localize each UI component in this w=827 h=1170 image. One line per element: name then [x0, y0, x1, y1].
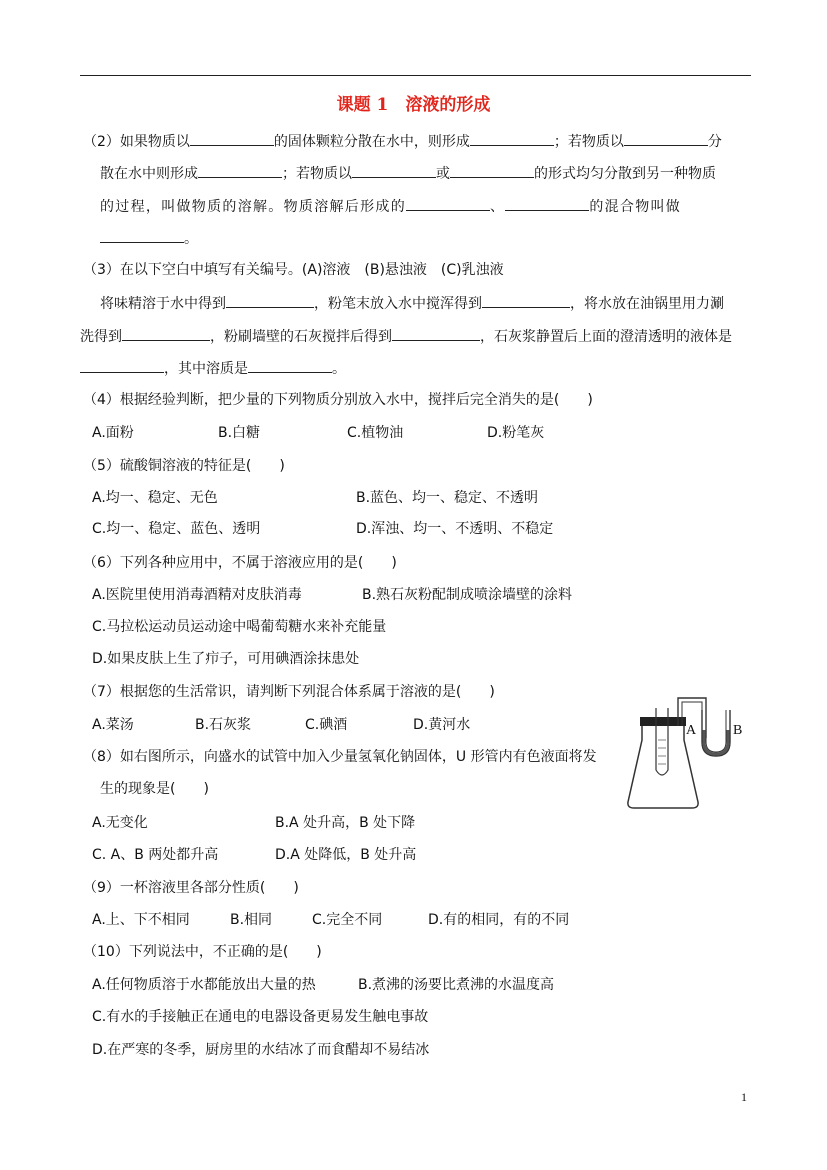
q7-option-b[interactable]: B.石灰浆	[195, 717, 252, 733]
q5-option-c[interactable]: C.均一、稳定、蓝色、透明	[92, 521, 261, 537]
q9-option-a[interactable]: A.上、下不相同	[92, 912, 190, 928]
q4-option-a[interactable]: A.面粉	[92, 425, 134, 441]
q8-option-d[interactable]: D.A 处降低，B 处升高	[275, 847, 417, 863]
q6-stem: （6）下列各种应用中，不属于溶液应用的是( )	[83, 555, 397, 571]
q6-option-b[interactable]: B.熟石灰粉配制成喷涂墙壁的涂料	[362, 587, 573, 603]
colored-liquid	[704, 730, 728, 754]
q9-option-d[interactable]: D.有的相同，有的不同	[428, 912, 570, 928]
q9-stem: （9）一杯溶液里各部分性质( )	[83, 880, 299, 896]
q7-option-a[interactable]: A.菜汤	[92, 717, 134, 733]
q2-blank-9[interactable]	[100, 227, 184, 243]
q2-line-3: 的过程，叫做物质的溶解。物质溶解后形成的 、 的混合物叫做	[100, 195, 681, 217]
label-a: A	[686, 723, 697, 738]
q10-option-a[interactable]: A.任何物质溶于水都能放出大量的热	[92, 977, 316, 993]
q6-option-d[interactable]: D.如果皮肤上生了疖子，可用碘酒涂抹患处	[92, 651, 360, 667]
q2-blank-8[interactable]	[505, 195, 589, 211]
q4-option-b[interactable]: B.白糖	[218, 425, 261, 441]
label-b: B	[733, 723, 743, 738]
q3-blank-3[interactable]	[122, 325, 210, 341]
q2-blank-2[interactable]	[470, 130, 554, 146]
q8-option-a[interactable]: A.无变化	[92, 815, 148, 831]
page-title: 课题 1 溶液的形成	[336, 95, 491, 115]
q10-stem: （10）下列说法中，不正确的是( )	[83, 944, 322, 960]
q4-option-d[interactable]: D.粉笔灰	[487, 425, 545, 441]
q5-option-b[interactable]: B.蓝色、均一、稳定、不透明	[356, 490, 539, 506]
q10-option-c[interactable]: C.有水的手接触正在通电的电器设备更易发生触电事故	[92, 1009, 429, 1025]
page-number: 1	[741, 1090, 747, 1104]
q2-blank-7[interactable]	[406, 195, 490, 211]
q2-blank-4[interactable]	[198, 162, 282, 178]
q3-line-2: 洗得到 ，粉刷墙壁的石灰搅拌后得到 ，石灰浆静置后上面的澄清透明的液体是	[80, 325, 732, 347]
q8-stem-line-2: 生的现象是( )	[100, 781, 209, 797]
q8-option-b[interactable]: B.A 处升高，B 处下降	[275, 815, 416, 831]
q8-stem-line-1: （8）如右图所示，向盛水的试管中加入少量氢氧化钠固体，U 形管内有色液面将发	[83, 749, 597, 765]
q6-option-c[interactable]: C.马拉松运动员运动途中喝葡萄糖水来补充能量	[92, 619, 387, 635]
q5-option-a[interactable]: A.均一、稳定、无色	[92, 490, 218, 506]
q3-blank-2[interactable]	[482, 292, 570, 308]
q10-option-b[interactable]: B.煮沸的汤要比煮沸的水温度高	[358, 977, 555, 993]
q4-option-c[interactable]: C.植物油	[347, 425, 404, 441]
q7-option-d[interactable]: D.黄河水	[413, 717, 471, 733]
q9-option-c[interactable]: C.完全不同	[312, 912, 383, 928]
q3-blank-4[interactable]	[392, 325, 480, 341]
q7-stem: （7）根据您的生活常识，请判断下列混合体系属于溶液的是( )	[83, 684, 495, 700]
header-rule	[80, 75, 751, 76]
q6-option-a[interactable]: A.医院里使用消毒酒精对皮肤消毒	[92, 587, 302, 603]
q3-blank-1[interactable]	[226, 292, 314, 308]
q9-option-b[interactable]: B.相同	[230, 912, 273, 928]
q7-option-c[interactable]: C.碘酒	[305, 717, 348, 733]
q4-stem: （4）根据经验判断，把少量的下列物质分别放入水中，搅拌后完全消失的是( )	[83, 392, 593, 408]
q3-intro: （3）在以下空白中填写有关编号。(A)溶液 (B)悬浊液 (C)乳浊液	[83, 262, 504, 278]
q2-line-1: （2）如果物质以 的固体颗粒分散在水中，则形成 ；若物质以 分	[83, 130, 722, 152]
q3-line-3: ，其中溶质是 。	[80, 357, 346, 379]
q2-line-4: 。	[100, 227, 198, 249]
q2-blank-3[interactable]	[624, 130, 708, 146]
q3-line-1: 将味精溶于水中得到 ，粉笔末放入水中搅浑得到 ，将水放在油锅里用力涮	[100, 292, 724, 314]
flask-u-tube-figure	[620, 690, 780, 820]
q2-blank-1[interactable]	[190, 130, 274, 146]
q2-blank-5[interactable]	[352, 162, 436, 178]
q10-option-d[interactable]: D.在严寒的冬季，厨房里的水结冰了而食醋却不易结冰	[92, 1042, 430, 1058]
stopper	[640, 717, 686, 726]
q3-blank-5[interactable]	[80, 357, 164, 373]
q5-stem: （5）硫酸铜溶液的特征是( )	[83, 458, 285, 474]
q8-option-c[interactable]: C. A、B 两处都升高	[92, 847, 219, 863]
q2-line-2: 散在水中则形成 ；若物质以 或 的形式均匀分散到另一种物质	[100, 162, 716, 184]
q3-blank-6[interactable]	[248, 357, 332, 373]
q5-option-d[interactable]: D.浑浊、均一、不透明、不稳定	[356, 521, 554, 537]
q2-blank-6[interactable]	[450, 162, 534, 178]
